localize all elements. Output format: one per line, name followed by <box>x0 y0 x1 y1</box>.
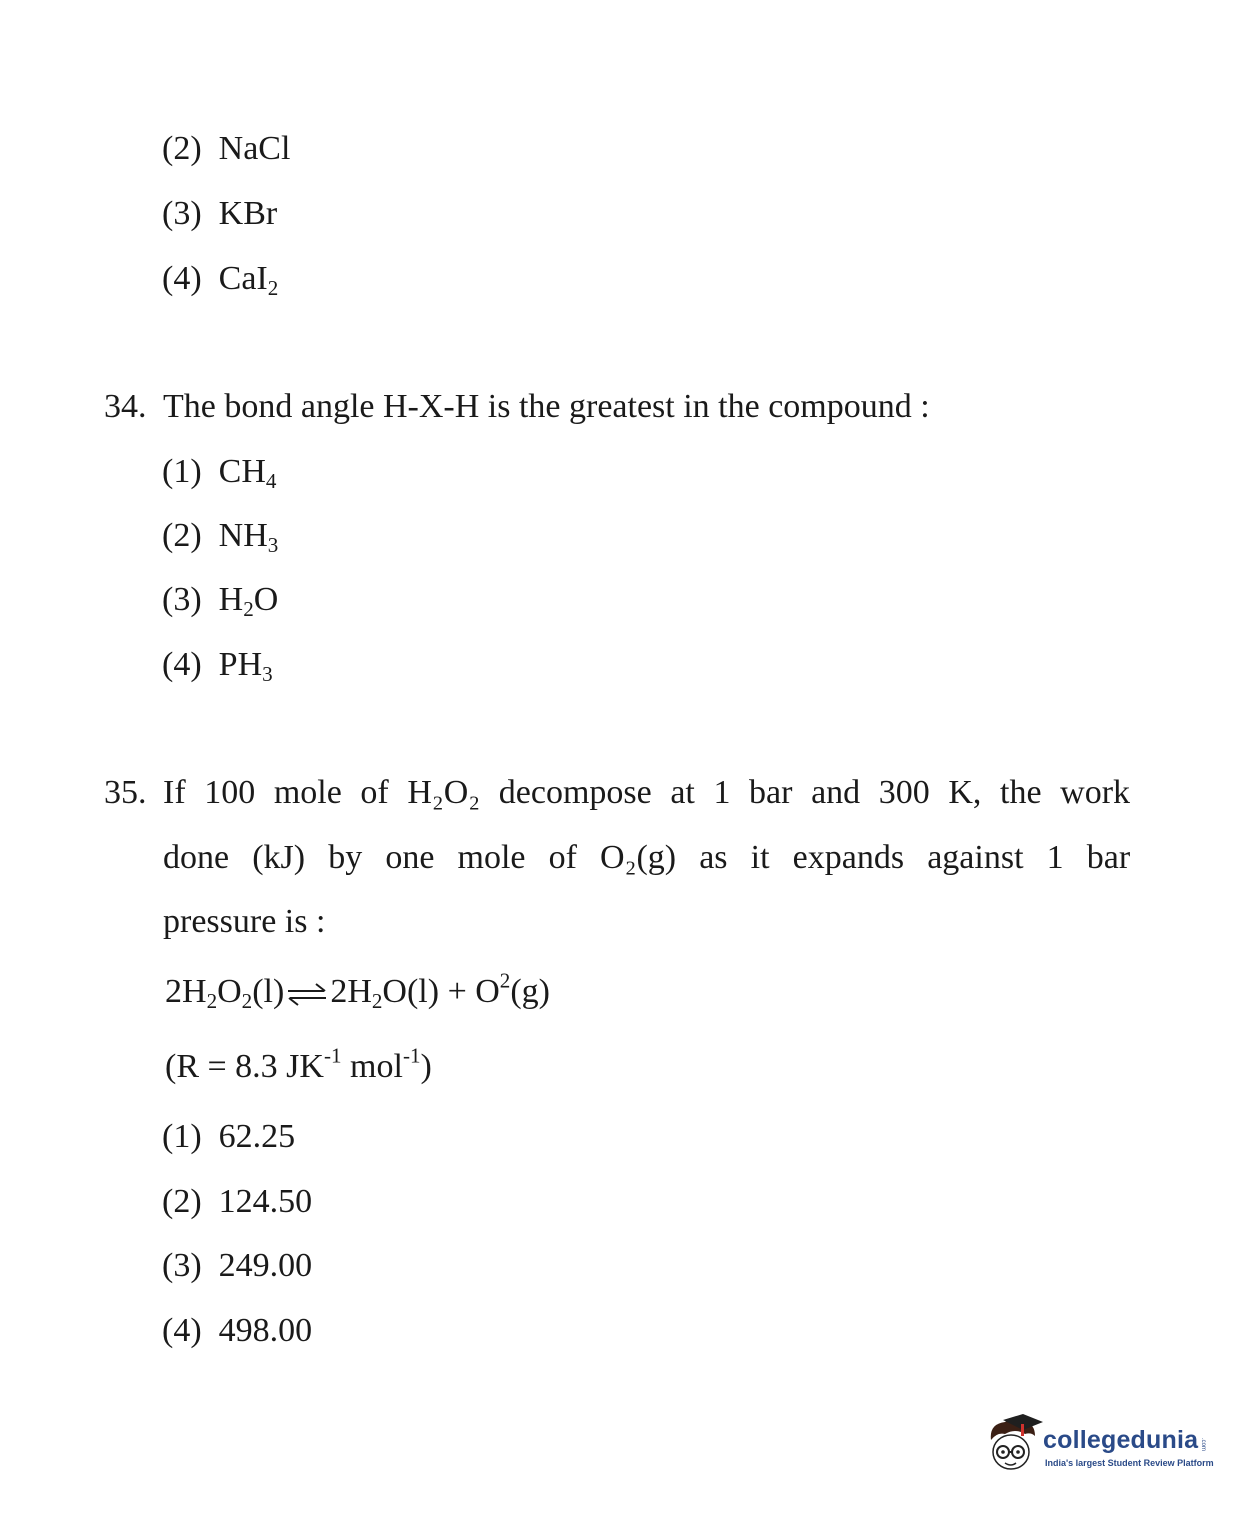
mascot-icon <box>985 1414 1043 1476</box>
line1-word: K, <box>948 774 982 811</box>
q35-option-2: (2) 124.50 <box>162 1183 313 1220</box>
q35-option-1: (1) 62.25 <box>162 1118 296 1155</box>
line1-word: 100 <box>204 774 256 811</box>
q35-text-line-3: pressure is : <box>163 903 326 940</box>
line2-word: of <box>548 839 577 876</box>
line2-word: as <box>699 839 728 876</box>
q35-text-line-1 <box>163 773 1130 813</box>
line2-word: against <box>927 839 1024 876</box>
q35-option-3: (3) 249.00 <box>162 1247 313 1284</box>
line1-word: H₂O₂ <box>407 774 481 811</box>
logo-domain-suffix: .com <box>1200 1438 1206 1452</box>
line1-word: 300 <box>878 774 930 811</box>
q34-option-4: (4) $PH_3$ <box>162 646 273 686</box>
collegedunia-logo[interactable] <box>985 1412 1215 1482</box>
line1-word: at <box>670 774 695 811</box>
q34-option-2: (2) $NH_3$ <box>162 517 279 557</box>
q35-option-4: (4) 498.00 <box>162 1312 313 1349</box>
line2-word: it <box>750 839 770 876</box>
line2-word: by <box>328 839 363 876</box>
logo-brand-name: collegedunia <box>1043 1426 1199 1454</box>
line2-word: mole <box>457 839 526 876</box>
q33-option-4: (4) CaI$_2$ <box>162 260 279 300</box>
line1-word: decompose <box>498 774 652 811</box>
line1-word: of <box>360 774 389 811</box>
q33-option-2: (2) NaCl <box>162 130 291 167</box>
line1-word: the <box>1000 774 1042 811</box>
q34-number: 34. <box>104 388 147 425</box>
line2-word: expands <box>792 839 905 876</box>
q34-question-text: The bond angle H-X-H is the greatest in the compound : <box>163 388 930 425</box>
q33-option-3: (3) KBr <box>162 195 278 232</box>
line1-word: bar <box>749 774 793 811</box>
q34-option-3: (3) $H_2O$ <box>162 581 279 621</box>
q35-text-line-2 <box>163 838 1130 878</box>
q35-reaction-equation: $2H_2O_2(l) 2H_2O(l) + O^2(g)$ <box>165 968 550 1013</box>
equilibrium-arrow-icon <box>286 981 328 1007</box>
line1-word: If <box>163 774 186 811</box>
line2-word: (kJ) <box>252 839 306 876</box>
line2-word: done <box>163 839 230 876</box>
line1-word: mole <box>273 774 342 811</box>
line1-word: 1 <box>713 774 731 811</box>
q34-option-1: (1) $CH_4$ <box>162 453 277 493</box>
line1-word: and <box>811 774 861 811</box>
logo-tagline: India's largest Student Review Platform <box>1045 1458 1214 1468</box>
line2-word: 1 <box>1046 839 1064 876</box>
line1-word: work <box>1060 774 1131 811</box>
q35-gas-constant: (R = 8.3 $JK^{-1}$ mol$^{-1}$) <box>165 1043 432 1085</box>
line2-word: O₂(g) <box>600 839 677 876</box>
line2-word: bar <box>1086 839 1131 876</box>
q35-number: 35. <box>104 774 147 811</box>
line2-word: one <box>385 839 435 876</box>
